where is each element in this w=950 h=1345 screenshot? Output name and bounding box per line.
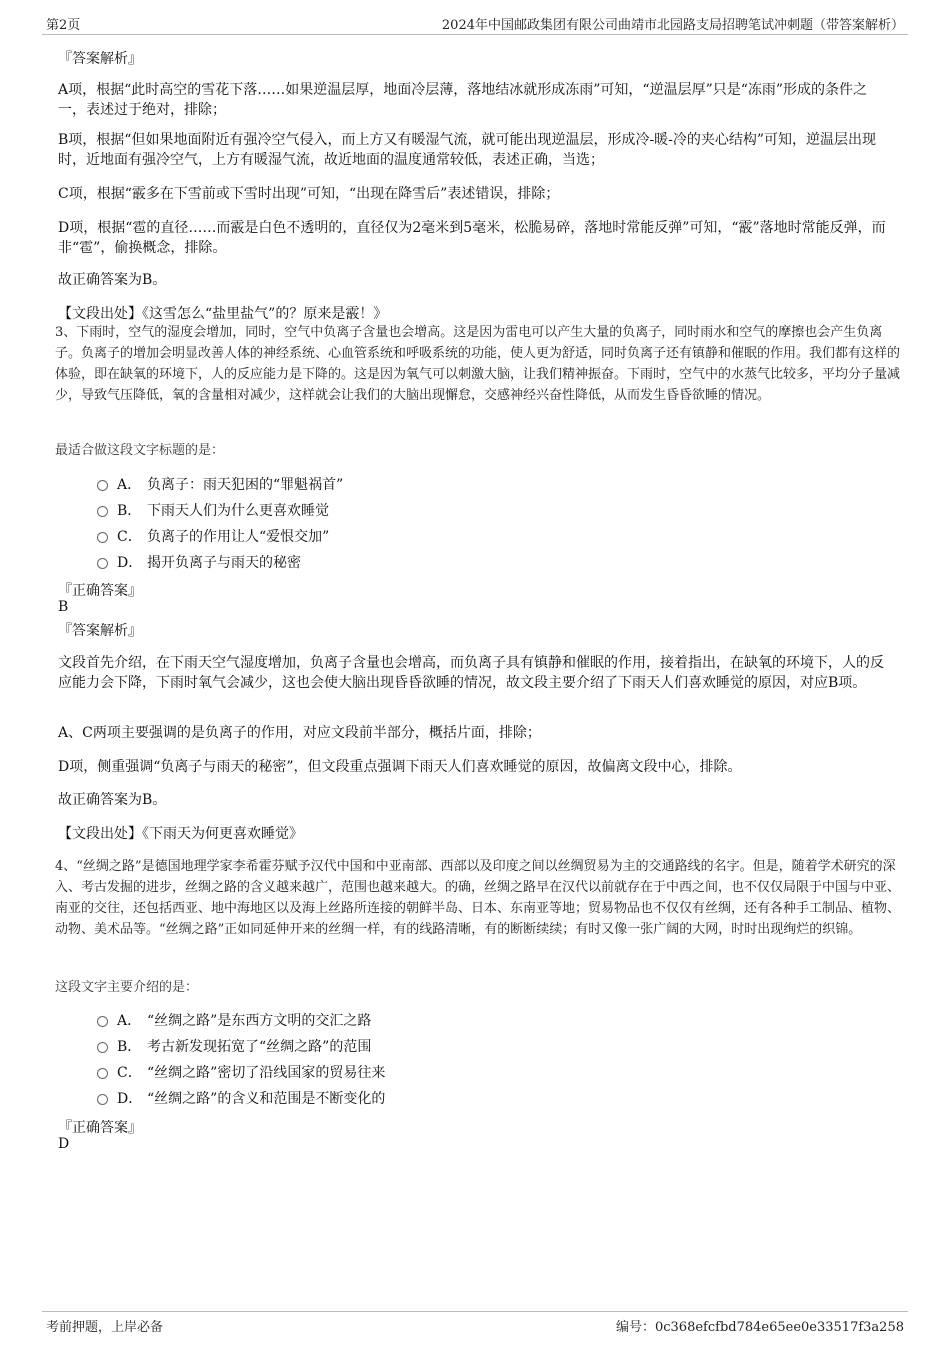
source-citation: 【文段出处】《这雪怎么“盐里盐气”的？原来是霰！》: [58, 306, 388, 322]
question-3-text: 3、下雨时，空气的湿度会增加，同时，空气中负离子含量也会增高。这是因为雷电可以产生大量的负离子，同时雨水和空气的摩擦也会产生负离子。负离子的增加会明显改善人体的神经系统、心血管系统和呼吸系统的功能，使人更为舒适，同时负离子还有镇静和催眠的作用。我们都有这样的体验，即在缺氧的环境下，人的反应能力是下降的。这是因为氧气可以刺激大脑，让我们精神振奋。下雨时，空气中的水蒸气比较多，平均分子量减少，导致气压降低，氧的含量相对减少，这样就会让我们的大脑出现懈怠，交感神经兴奋性降低，从而发生昏昏欲睡的情况。: [55, 325, 901, 403]
correct-answer-label: 『正确答案』: [58, 583, 142, 599]
question-4-prompt: 这段文字主要介绍的是：: [55, 980, 199, 995]
q3-option-d[interactable]: D． 揭开负离子与雨天的秘密: [97, 552, 301, 572]
radio-icon[interactable]: [97, 532, 108, 543]
q3-option-c[interactable]: C． 负离子的作用让人“爱恨交加”: [97, 526, 329, 546]
radio-icon[interactable]: [97, 480, 108, 491]
footer-slogan: 考前押题，上岸必备: [46, 1320, 164, 1335]
analysis-conclusion: 故正确答案为B。: [58, 272, 167, 288]
analysis-label: 『答案解析』: [58, 623, 142, 639]
q4-option-c[interactable]: C． “丝绸之路”密切了沿线国家的贸易往来: [97, 1062, 385, 1082]
document-serial: 编号：0c368efcfbd784e65ee0e33517f3a258: [615, 1320, 904, 1335]
radio-icon[interactable]: [97, 1094, 108, 1105]
page-header: [42, 14, 908, 35]
analysis-option-c: C项，根据“霰多在下雪前或下雪时出现”可知，“出现在降雪后”表述错误，排除；: [58, 186, 560, 202]
correct-answer: B: [58, 599, 69, 615]
page-number: 第2页: [46, 18, 81, 33]
correct-answer: D: [58, 1136, 70, 1152]
page-footer: [42, 1311, 908, 1334]
correct-answer-label: 『正确答案』: [58, 1120, 142, 1136]
q4-option-d[interactable]: D． “丝绸之路”的含义和范围是不断变化的: [97, 1088, 385, 1108]
q3-source-citation: 【文段出处】《下雨天为何更喜欢睡觉》: [58, 826, 303, 842]
document-title: 2024年中国邮政集团有限公司曲靖市北园路支局招聘笔试冲刺题（带答案解析）: [441, 18, 904, 33]
analysis-option-d: D项，根据“雹的直径……而霰是白色不透明的，直径仅为2毫米到5毫米，松脆易碎，落地时常能反弹”可知，“霰”落地时常能反弹，而非“雹”，偷换概念，排除。: [58, 220, 886, 256]
question-4-text: 4、“丝绸之路”是德国地理学家李希霍芬赋予汉代中国和中亚南部、西部以及印度之间以丝绸贸易为主的交通路线的名字。但是，随着学术研究的深入、考古发掘的进步，丝绸之路的含义越来越广，范围也越来越大。的确，丝绸之路早在汉代以前就存在于中西之间，也不仅仅局限于中国与中亚、南亚的交往，还包括西亚、地中海地区以及海上丝路所连接的朝鲜半岛、日本、东南亚等地；贸易物品也不仅仅有丝绸，还有各种手工制品、植物、动物、美术品等。“丝绸之路”正如同延伸开来的丝绸一样，有的线路清晰，有的断断续续；有时又像一张广阔的大网，时时出现绚烂的织锦。: [55, 859, 901, 937]
radio-icon[interactable]: [97, 558, 108, 569]
radio-icon[interactable]: [97, 1042, 108, 1053]
question-3-prompt: 最适合做这段文字标题的是：: [55, 443, 225, 458]
q3-analysis-2: A、C两项主要强调的是负离子的作用，对应文段前半部分，概括片面，排除；: [58, 725, 541, 741]
radio-icon[interactable]: [97, 1068, 108, 1079]
analysis-option-a: A项，根据“此时高空的雪花下落……如果逆温层厚，地面冷层薄，落地结冰就形成冻雨”可知，“逆温层厚”只是“冻雨”形成的条件之一，表述过于绝对，排除；: [58, 82, 868, 118]
q3-option-a[interactable]: A． 负离子：雨天犯困的“罪魁祸首”: [97, 474, 343, 494]
analysis-option-b: B项，根据“但如果地面附近有强冷空气侵入，而上方又有暖湿气流，就可能出现逆温层，形成冷-暖-冷的夹心结构”可知，逆温层出现时，近地面有强冷空气，上方有暖湿气流，故近地面的温度通常较低，表述正确，当选；: [58, 132, 877, 168]
radio-icon[interactable]: [97, 506, 108, 517]
q3-analysis-3: D项，侧重强调“负离子与雨天的秘密”，但文段重点强调下雨天人们喜欢睡觉的原因，故偏离文段中心，排除。: [58, 759, 742, 775]
q4-option-a[interactable]: A． “丝绸之路”是东西方文明的交汇之路: [97, 1010, 371, 1030]
q3-analysis-conclusion: 故正确答案为B。: [58, 792, 167, 808]
q3-option-b[interactable]: B． 下雨天人们为什么更喜欢睡觉: [97, 500, 329, 520]
q4-option-b[interactable]: B． 考古新发现拓宽了“丝绸之路”的范围: [97, 1036, 371, 1056]
q3-analysis-1: 文段首先介绍，在下雨天空气湿度增加，负离子含量也会增高，而负离子具有镇静和催眠的作用，接着指出，在缺氧的环境下，人的反应能力会下降，下雨时氧气会减少，这也会使大脑出现昏昏欲睡的情况，故文段主要介绍了下雨天人们喜欢睡觉的原因，对应B项。: [58, 655, 884, 691]
analysis-label: 『答案解析』: [58, 51, 142, 67]
radio-icon[interactable]: [97, 1016, 108, 1027]
